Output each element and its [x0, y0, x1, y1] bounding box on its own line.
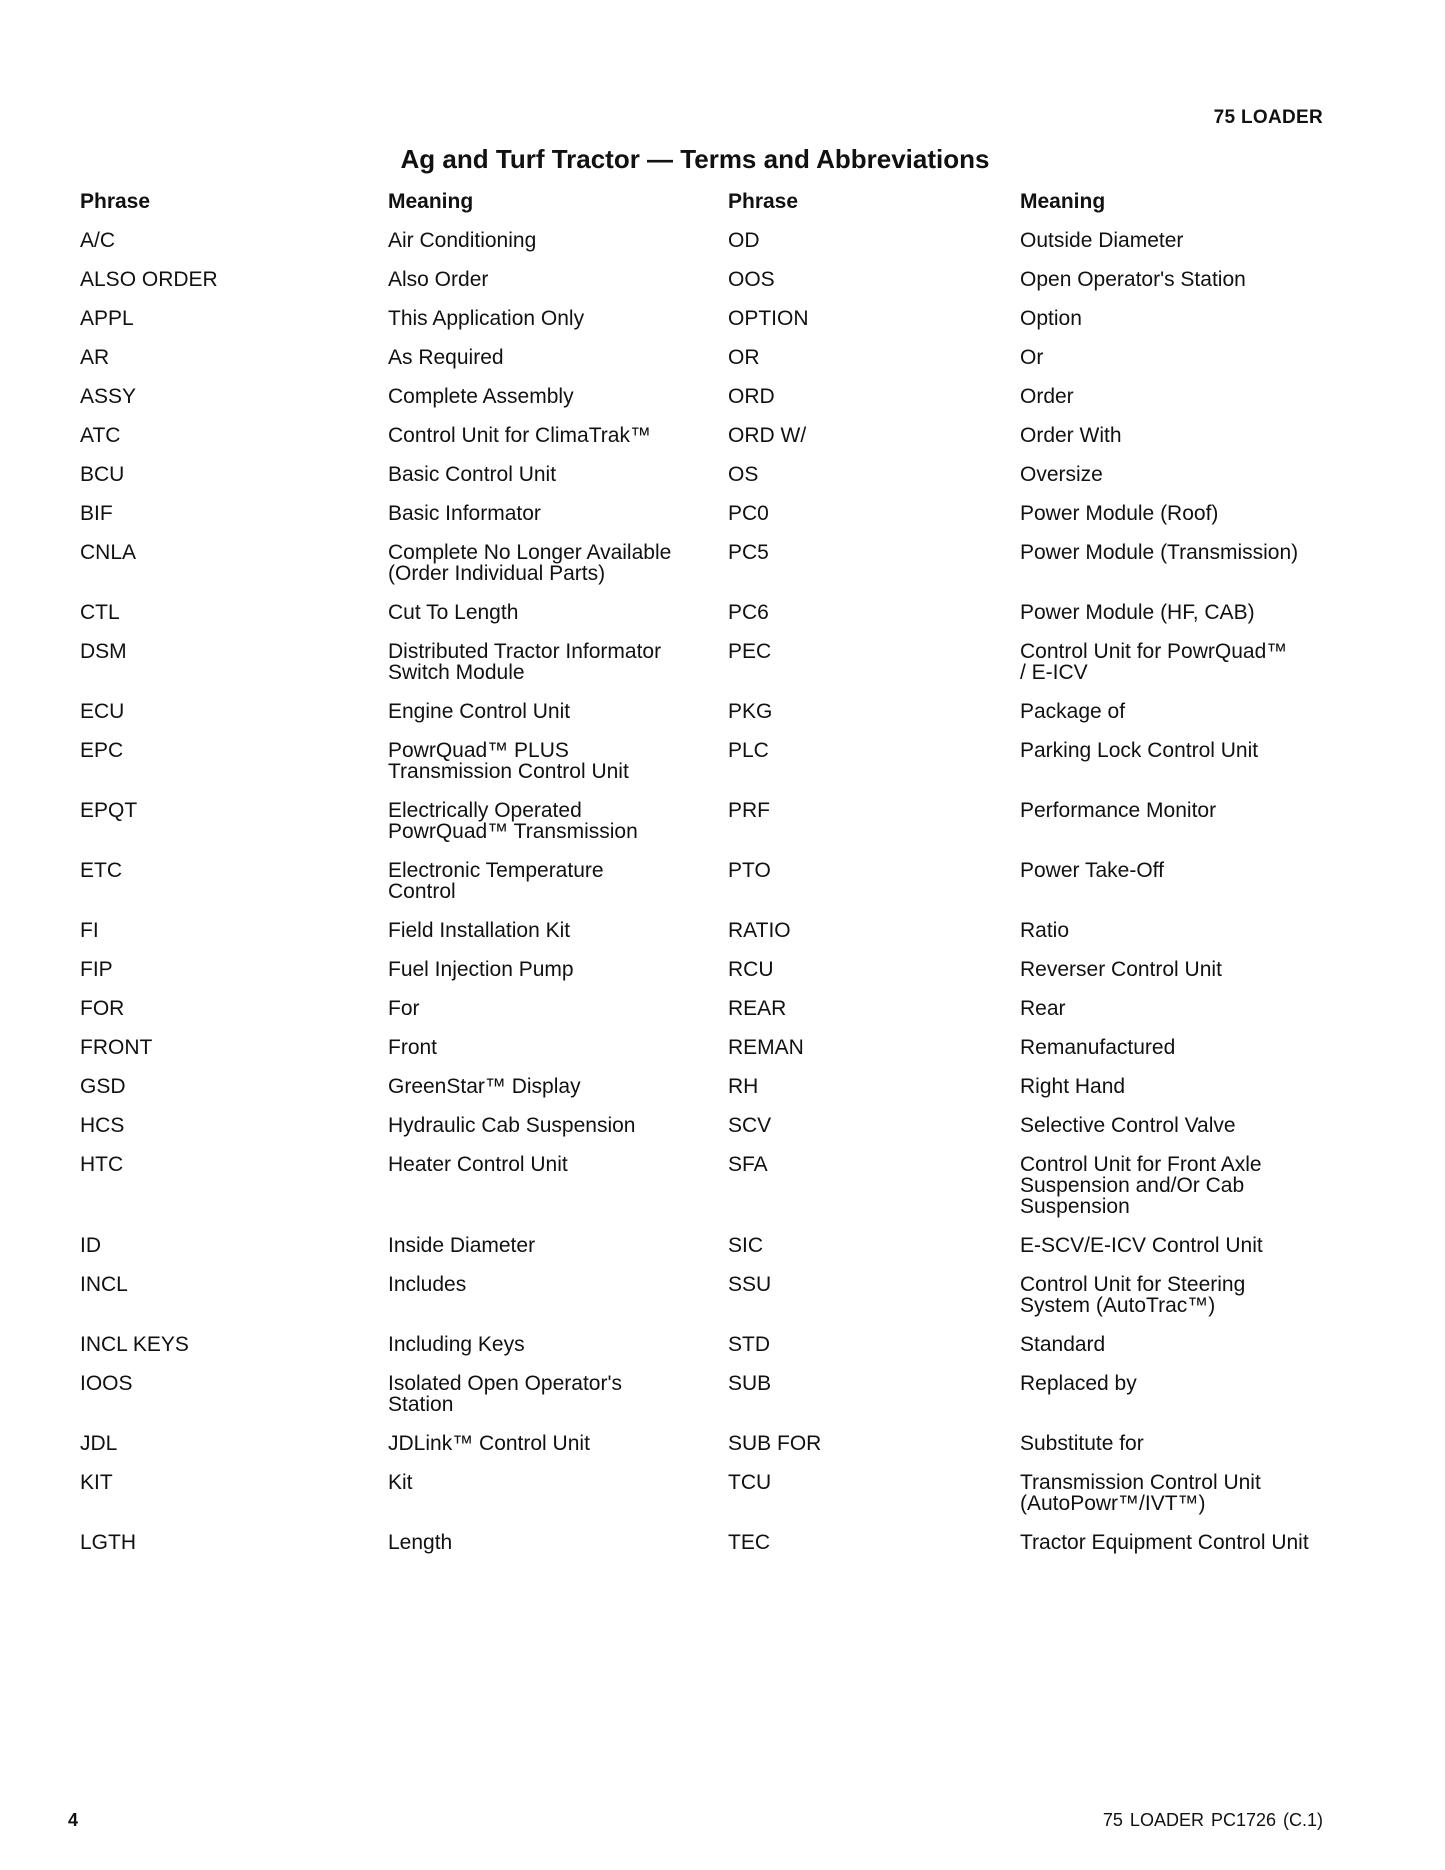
table-header-row [80, 191, 1330, 230]
table-row [80, 425, 1330, 464]
meaning-cell: Electrically Operated PowrQuad™ Transmission [388, 799, 638, 843]
phrase-cell: RCU [728, 958, 774, 981]
phrase-cell: REMAN [728, 1036, 804, 1059]
phrase-cell: FIP [80, 958, 113, 981]
table-row [80, 269, 1330, 308]
page-number: 4 [68, 1810, 79, 1830]
page-title: Ag and Turf Tractor — Terms and Abbreviations [400, 144, 990, 174]
meaning-cell: As Required [388, 346, 504, 369]
meaning-cell: JDLink™ Control Unit [388, 1432, 590, 1455]
phrase-cell: SIC [728, 1234, 764, 1257]
meaning-cell: Basic Control Unit [388, 463, 557, 486]
table-row [80, 464, 1330, 503]
phrase-cell: GSD [80, 1075, 126, 1098]
phrase-cell: PKG [728, 700, 773, 723]
meaning-cell: Front [388, 1036, 438, 1059]
phrase-cell: OS [728, 463, 759, 486]
phrase-cell: TEC [728, 1531, 770, 1554]
column-header-phrase-2: Phrase [728, 190, 799, 213]
phrase-cell: JDL [80, 1432, 118, 1455]
meaning-cell: Fuel Injection Pump [388, 958, 574, 981]
table-row [80, 1154, 1330, 1235]
phrase-cell: SUB FOR [728, 1432, 822, 1455]
table-row [80, 1037, 1330, 1076]
phrase-cell: RATIO [728, 919, 791, 942]
meaning-cell: Control Unit for Front Axle Suspension and/Or Cab Suspension [1020, 1153, 1262, 1218]
phrase-cell: FOR [80, 997, 125, 1020]
table-body [80, 230, 1330, 1571]
phrase-cell: DSM [80, 640, 127, 663]
meaning-cell: For [388, 997, 420, 1020]
phrase-cell: PRF [728, 799, 770, 822]
meaning-cell: Complete Assembly [388, 385, 574, 408]
meaning-cell: Reverser Control Unit [1020, 958, 1222, 981]
section-header: 75 LOADER [1213, 107, 1323, 128]
phrase-cell: AR [80, 346, 110, 369]
phrase-cell: EPC [80, 739, 124, 762]
meaning-cell: Order [1020, 385, 1074, 408]
phrase-cell: KIT [80, 1471, 113, 1494]
meaning-cell: Ratio [1020, 919, 1070, 942]
phrase-cell: PLC [728, 739, 769, 762]
phrase-cell: PC6 [728, 601, 769, 624]
meaning-cell: Open Operator's Station [1020, 268, 1246, 291]
meaning-cell: Length [388, 1531, 453, 1554]
table-row [80, 1532, 1330, 1571]
meaning-cell: Includes [388, 1273, 467, 1296]
phrase-cell: SCV [728, 1114, 772, 1137]
phrase-cell: LGTH [80, 1531, 137, 1554]
phrase-cell: SUB [728, 1372, 772, 1395]
phrase-cell: INCL [80, 1273, 128, 1296]
meaning-cell: Package of [1020, 700, 1126, 723]
meaning-cell: Also Order [388, 268, 489, 291]
meaning-cell: Rear [1020, 997, 1066, 1020]
table-row [80, 998, 1330, 1037]
phrase-cell: IOOS [80, 1372, 133, 1395]
meaning-cell: Replaced by [1020, 1372, 1137, 1395]
meaning-cell: Engine Control Unit [388, 700, 571, 723]
phrase-cell: FI [80, 919, 99, 942]
phrase-cell: PEC [728, 640, 772, 663]
table-row [80, 230, 1330, 269]
table-row [80, 1433, 1330, 1472]
meaning-cell: Field Installation Kit [388, 919, 571, 942]
phrase-cell: ORD [728, 385, 775, 408]
table-row [80, 1115, 1330, 1154]
phrase-cell: CTL [80, 601, 120, 624]
meaning-cell: Tractor Equipment Control Unit [1020, 1531, 1309, 1554]
meaning-cell: Power Module (HF, CAB) [1020, 601, 1255, 624]
document-reference: 75 LOADER PC1726 (C.1) [1102, 1810, 1323, 1830]
table-row [80, 347, 1330, 386]
phrase-cell: OR [728, 346, 760, 369]
meaning-cell: Selective Control Valve [1020, 1114, 1236, 1137]
phrase-cell: ALSO ORDER [80, 268, 218, 291]
table-row [80, 542, 1330, 602]
phrase-cell: ETC [80, 859, 122, 882]
meaning-cell: Right Hand [1020, 1075, 1126, 1098]
phrase-cell: PTO [728, 859, 771, 882]
phrase-cell: HCS [80, 1114, 125, 1137]
meaning-cell: Performance Monitor [1020, 799, 1217, 822]
table-row [80, 920, 1330, 959]
table-row [80, 1076, 1330, 1115]
phrase-cell: BCU [80, 463, 125, 486]
meaning-cell: Control Unit for Steering System (AutoTrac™) [1020, 1273, 1246, 1317]
phrase-cell: RH [728, 1075, 759, 1098]
phrase-cell: ATC [80, 424, 121, 447]
meaning-cell: Transmission Control Unit (AutoPowr™/IVT™) [1020, 1471, 1261, 1515]
table-row [80, 503, 1330, 542]
meaning-cell: Distributed Tractor Informator Switch Module [388, 640, 662, 684]
phrase-cell: SFA [728, 1153, 768, 1176]
table-row [80, 959, 1330, 998]
meaning-cell: Remanufactured [1020, 1036, 1176, 1059]
phrase-cell: BIF [80, 502, 113, 525]
column-header-phrase-1: Phrase [80, 190, 151, 213]
phrase-cell: STD [728, 1333, 770, 1356]
meaning-cell: Power Module (Transmission) [1020, 541, 1299, 564]
phrase-cell: SSU [728, 1273, 772, 1296]
meaning-cell: Electronic Temperature Control [388, 859, 604, 903]
meaning-cell: GreenStar™ Display [388, 1075, 581, 1098]
table-row [80, 740, 1330, 800]
meaning-cell: E-SCV/E-ICV Control Unit [1020, 1234, 1263, 1257]
table-row [80, 386, 1330, 425]
table-row [80, 1373, 1330, 1433]
column-header-meaning-2: Meaning [1020, 190, 1106, 213]
column-header-meaning-1: Meaning [388, 190, 474, 213]
table-row [80, 602, 1330, 641]
phrase-cell: APPL [80, 307, 134, 330]
phrase-cell: HTC [80, 1153, 124, 1176]
meaning-cell: Order With [1020, 424, 1122, 447]
meaning-cell: Control Unit for PowrQuad™ / E-ICV [1020, 640, 1288, 684]
table-row [80, 641, 1330, 701]
meaning-cell: Power Module (Roof) [1020, 502, 1219, 525]
phrase-cell: OOS [728, 268, 775, 291]
phrase-cell: ECU [80, 700, 125, 723]
phrase-cell: INCL KEYS [80, 1333, 189, 1356]
table-row [80, 1235, 1330, 1274]
meaning-cell: Kit [388, 1471, 413, 1494]
meaning-cell: Option [1020, 307, 1082, 330]
phrase-cell: OPTION [728, 307, 809, 330]
meaning-cell: Or [1020, 346, 1044, 369]
phrase-cell: PC5 [728, 541, 769, 564]
meaning-cell: Complete No Longer Available (Order Individual Parts) [388, 541, 672, 585]
meaning-cell: Including Keys [388, 1333, 525, 1356]
meaning-cell: Isolated Open Operator's Station [388, 1372, 622, 1416]
phrase-cell: ORD W/ [728, 424, 807, 447]
meaning-cell: Inside Diameter [388, 1234, 536, 1257]
meaning-cell: Power Take-Off [1020, 859, 1164, 882]
phrase-cell: CNLA [80, 541, 137, 564]
meaning-cell: Parking Lock Control Unit [1020, 739, 1259, 762]
table-row [80, 800, 1330, 860]
meaning-cell: Heater Control Unit [388, 1153, 568, 1176]
meaning-cell: Air Conditioning [388, 229, 537, 252]
meaning-cell: Cut To Length [388, 601, 519, 624]
table-row [80, 1274, 1330, 1334]
meaning-cell: Outside Diameter [1020, 229, 1184, 252]
meaning-cell: Control Unit for ClimaTrak™ [388, 424, 651, 447]
phrase-cell: A/C [80, 229, 116, 252]
abbreviations-table [80, 191, 1330, 1571]
phrase-cell: ID [80, 1234, 101, 1257]
phrase-cell: ASSY [80, 385, 137, 408]
table-row [80, 308, 1330, 347]
meaning-cell: Hydraulic Cab Suspension [388, 1114, 636, 1137]
meaning-cell: PowrQuad™ PLUS Transmission Control Unit [388, 739, 629, 783]
meaning-cell: Standard [1020, 1333, 1106, 1356]
meaning-cell: This Application Only [388, 307, 585, 330]
phrase-cell: FRONT [80, 1036, 153, 1059]
table-row [80, 1472, 1330, 1532]
table-row [80, 860, 1330, 920]
phrase-cell: OD [728, 229, 760, 252]
phrase-cell: REAR [728, 997, 787, 1020]
meaning-cell: Substitute for [1020, 1432, 1144, 1455]
phrase-cell: TCU [728, 1471, 772, 1494]
table-row [80, 701, 1330, 740]
phrase-cell: EPQT [80, 799, 138, 822]
table-row [80, 1334, 1330, 1373]
meaning-cell: Oversize [1020, 463, 1103, 486]
meaning-cell: Basic Informator [388, 502, 541, 525]
phrase-cell: PC0 [728, 502, 769, 525]
